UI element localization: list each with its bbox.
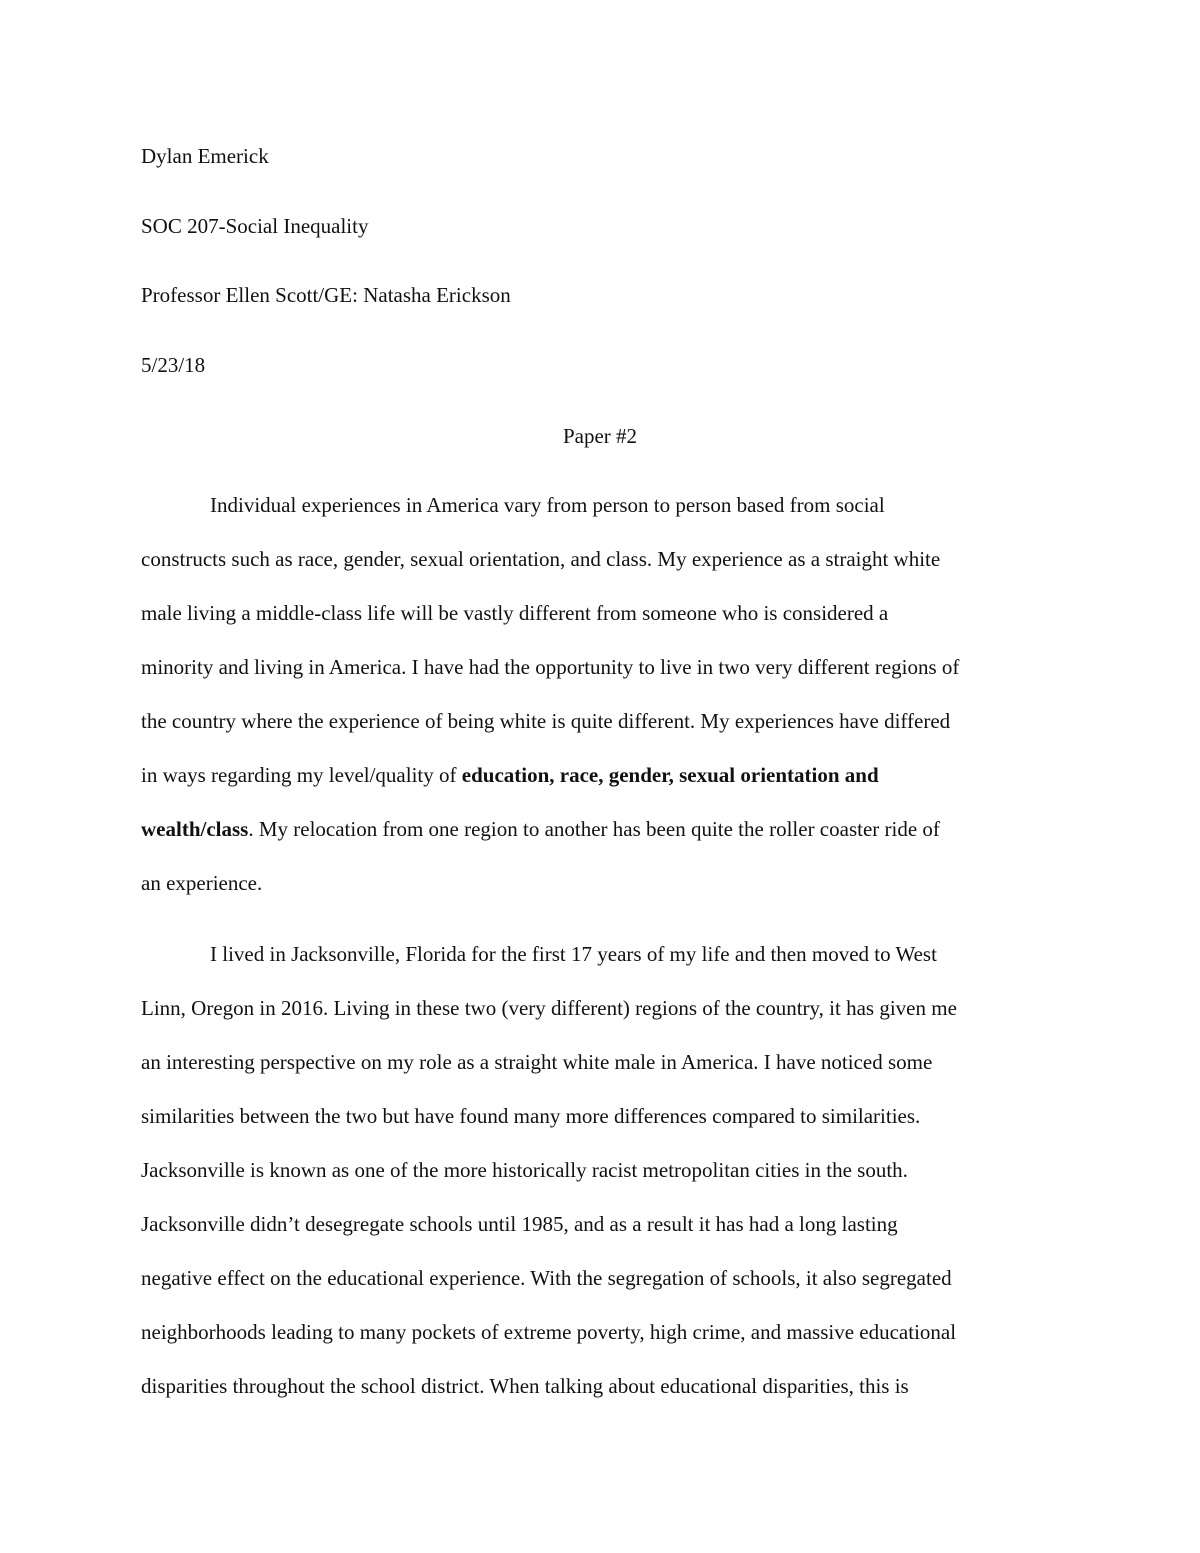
author-name: Dylan Emerick	[141, 144, 269, 168]
paragraph-line: minority and living in America. I have had the opportunity to live in two very different regions of	[141, 655, 960, 679]
line-text: . My relocation from one region to another has been quite the roller coaster ride of	[248, 817, 940, 841]
paragraph-line: I lived in Jacksonville, Florida for the first 17 years of my life and then moved to West	[210, 942, 937, 966]
line-text: in ways regarding my level/quality of	[141, 763, 462, 787]
paragraph-line: male living a middle-class life will be vastly different from someone who is considered a	[141, 601, 889, 625]
paragraph-line: an experience.	[141, 871, 263, 895]
paragraph-line: an interesting perspective on my role as a straight white male in America. I have noticed some	[141, 1050, 933, 1074]
paragraph-line: similarities between the two but have found many more differences compared to similarities.	[141, 1104, 921, 1128]
paragraph-line: neighborhoods leading to many pockets of extreme poverty, high crime, and massive educational	[141, 1320, 957, 1344]
paragraph-line: constructs such as race, gender, sexual orientation, and class. My experience as a straight white	[141, 547, 941, 571]
paper-date: 5/23/18	[141, 353, 206, 377]
bold-topics-end: wealth/class	[141, 817, 249, 841]
paragraph-line: negative effect on the educational experience. With the segregation of schools, it also segregated	[141, 1266, 952, 1290]
paragraph-line: the country where the experience of being white is quite different. My experiences have differed	[141, 709, 951, 733]
paper-title: Paper #2	[562, 424, 638, 448]
instructor-name: Professor Ellen Scott/GE: Natasha Erickson	[141, 283, 511, 307]
paragraph-line: disparities throughout the school district. When talking about educational disparities, this is	[141, 1374, 909, 1398]
paragraph-line: Individual experiences in America vary from person to person based from social	[210, 493, 885, 517]
course-name: SOC 207-Social Inequality	[141, 214, 369, 238]
paragraph-2	[141, 927, 1071, 1413]
paragraph-line: Jacksonville didn’t desegregate schools until 1985, and as a result it has had a long lasting	[141, 1212, 898, 1236]
paragraph-line	[141, 802, 1071, 856]
paragraph-1	[141, 478, 1071, 910]
bold-topics: education, race, gender, sexual orientation and	[461, 763, 879, 787]
paragraph-line: Linn, Oregon in 2016. Living in these two (very different) regions of the country, it has given me	[141, 996, 957, 1020]
paragraph-line	[141, 748, 1071, 802]
paragraph-line: Jacksonville is known as one of the more historically racist metropolitan cities in the south.	[141, 1158, 908, 1182]
